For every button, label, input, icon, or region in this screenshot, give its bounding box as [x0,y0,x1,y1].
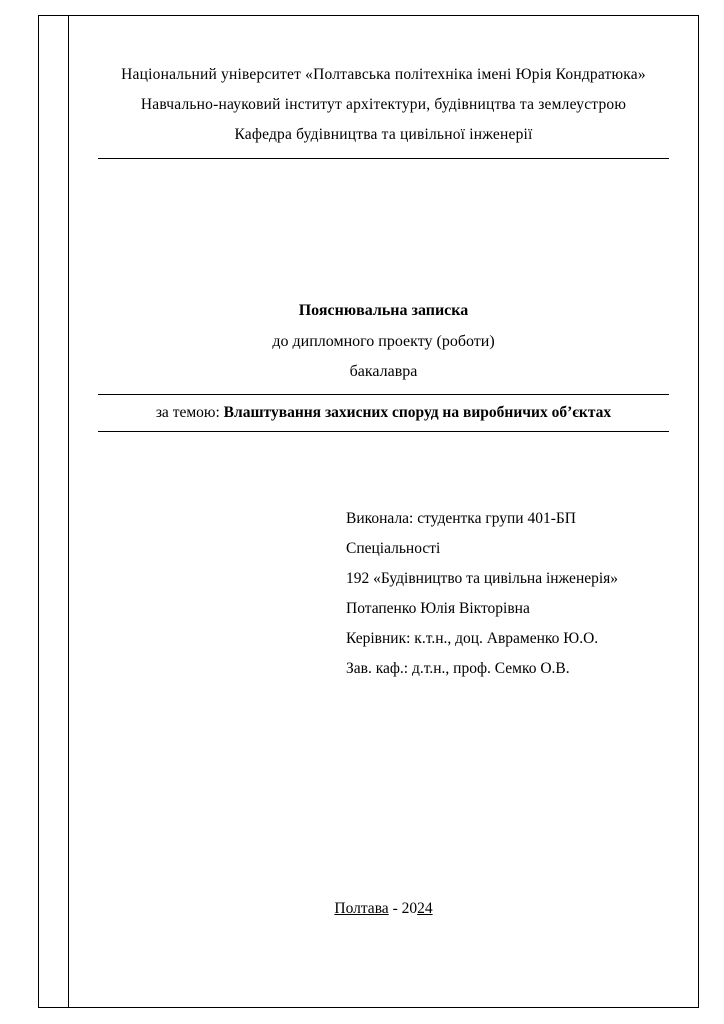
topic-bottom-divider [98,431,669,432]
document-subtitle: до дипломного проекту (роботи) [272,333,495,350]
author-group: Виконала: студентка групи 401-БП [346,510,576,527]
page-content [68,15,699,1008]
head-of-department: Зав. каф.: д.т.н., проф. Семко О.В. [346,660,570,677]
document-title: Пояснювальна записка [298,302,469,319]
department-name: Кафедра будівництва та цивільної інженерії [234,126,533,143]
author-name: Потапенко Юлія Вікторівна [346,600,530,617]
institute-name: Навчально-науковий інститут архітектури, будівництва та землеустрою [140,96,627,113]
topic-top-divider [98,394,669,395]
institution-header [98,60,669,159]
footer-year-prefix: 20 [401,900,418,917]
author-block [98,504,669,684]
author-speciality-value: 192 «Будівництво та цивільна інженерія» [346,570,619,587]
footer-block [68,900,699,918]
footer-city: Полтава [334,900,389,917]
author-speciality-label: Спеціальності [346,540,441,557]
topic-line [98,398,669,428]
footer-year-suffix: 24 [417,900,433,917]
header-divider [98,158,669,159]
supervisor: Керівник: к.т.н., доц. Авраменко Ю.О. [346,630,599,647]
title-block [98,296,669,386]
footer-separator: - [388,900,402,917]
topic-label: за темою: [155,404,220,421]
degree-level: бакалавра [349,363,418,380]
topic-value: Влаштування захисних споруд на виробничих об’єктах [223,404,612,421]
university-name: Національний університет «Полтавська політехніка імені Юрія Кондратюка» [121,66,646,83]
